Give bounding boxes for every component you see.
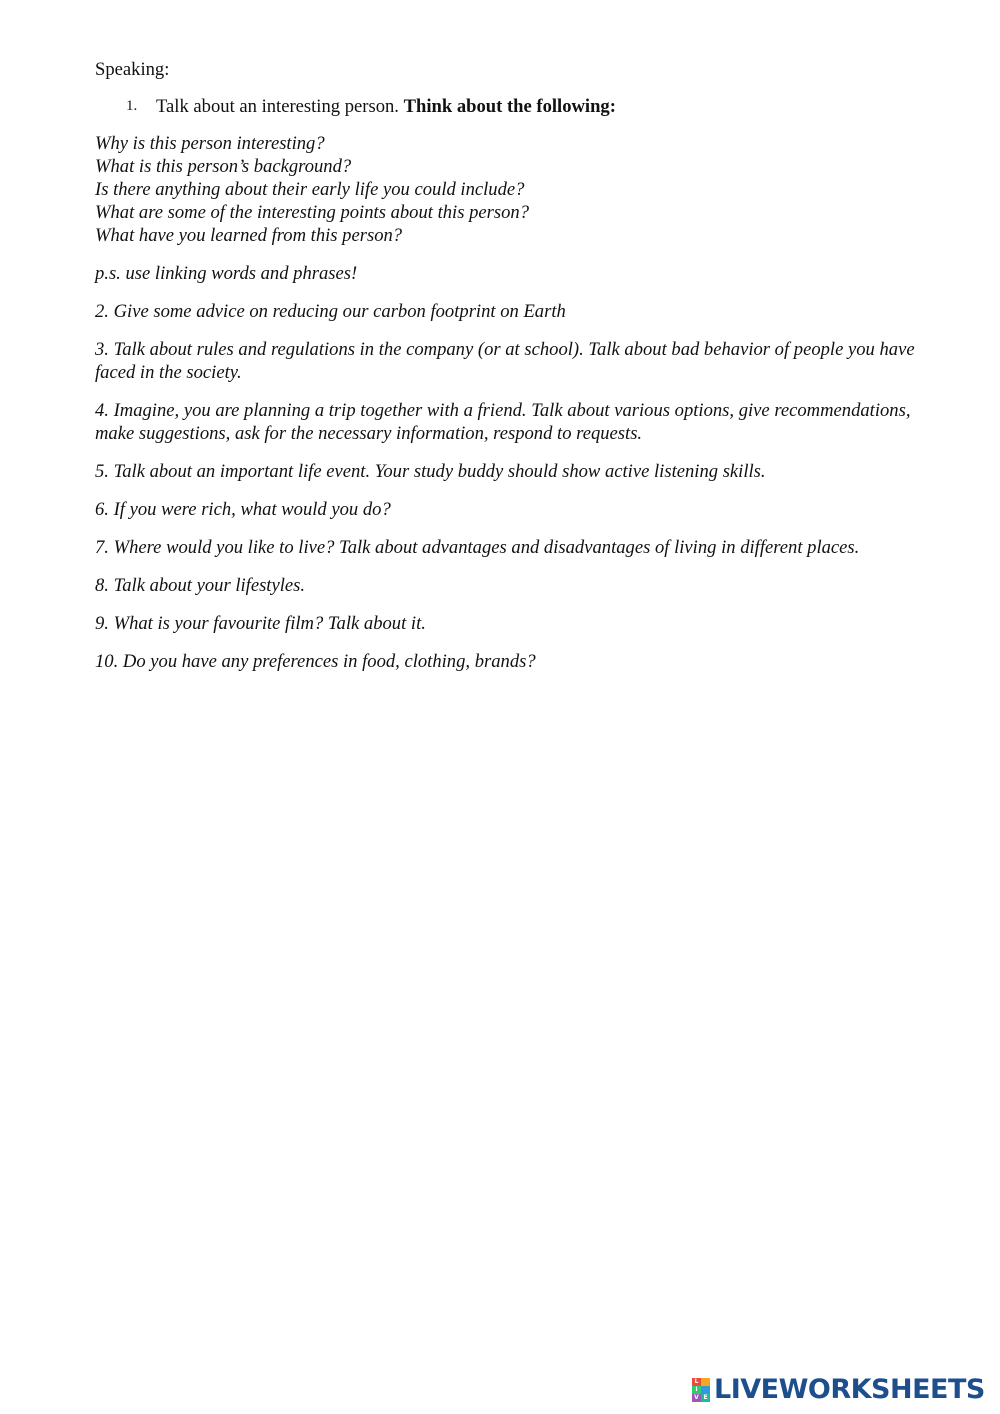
guiding-question: Is there anything about their early life you could include? (95, 179, 525, 200)
section-heading: Speaking: (95, 59, 170, 80)
question-1 (95, 95, 945, 118)
question-1-text (156, 95, 945, 118)
ps-note: p.s. use linking words and phrases! (95, 263, 358, 284)
logo-text: LIVEWORKSHEETS (714, 1374, 985, 1405)
badge-cell (701, 1386, 710, 1394)
question-item: 5. Talk about an important life event. Your study buddy should show active listening skills. (95, 461, 766, 482)
question-item: 9. What is your favourite film? Talk about it. (95, 613, 426, 634)
badge-cell: I (692, 1386, 701, 1394)
badge-cell: L (692, 1378, 701, 1386)
question-item: 3. Talk about rules and regulations in the company (or at school). Talk about bad behavior of people you have faced in the society. (95, 339, 915, 383)
question-item: 7. Where would you like to live? Talk about advantages and disadvantages of living in different places. (95, 537, 860, 558)
badge-cell: V (692, 1394, 701, 1402)
question-1-prompt: Talk about an interesting person. (156, 96, 399, 117)
logo-badge-icon (692, 1378, 710, 1402)
question-item: 4. Imagine, you are planning a trip together with a friend. Talk about various options, give recommendations, make suggestions, ask for the necessary information, respond to requests. (95, 400, 911, 444)
question-item: 6. If you were rich, what would you do? (95, 499, 391, 520)
question-1-bold: Think about the following: (403, 96, 616, 117)
question-item: 8. Talk about your lifestyles. (95, 575, 306, 596)
guiding-question: What are some of the interesting points about this person? (95, 202, 530, 223)
liveworksheets-logo[interactable] (692, 1374, 985, 1406)
badge-cell: E (701, 1394, 710, 1402)
guiding-question: What have you learned from this person? (95, 225, 403, 246)
badge-cell (701, 1378, 710, 1386)
worksheet-page (95, 58, 945, 688)
question-item: 2. Give some advice on reducing our carbon footprint on Earth (95, 301, 566, 322)
guiding-question: Why is this person interesting? (95, 133, 325, 154)
question-1-number: 1. (126, 98, 138, 114)
question-item: 10. Do you have any preferences in food, clothing, brands? (95, 651, 536, 672)
guiding-question: What is this person’s background? (95, 156, 352, 177)
guiding-questions (95, 132, 945, 247)
